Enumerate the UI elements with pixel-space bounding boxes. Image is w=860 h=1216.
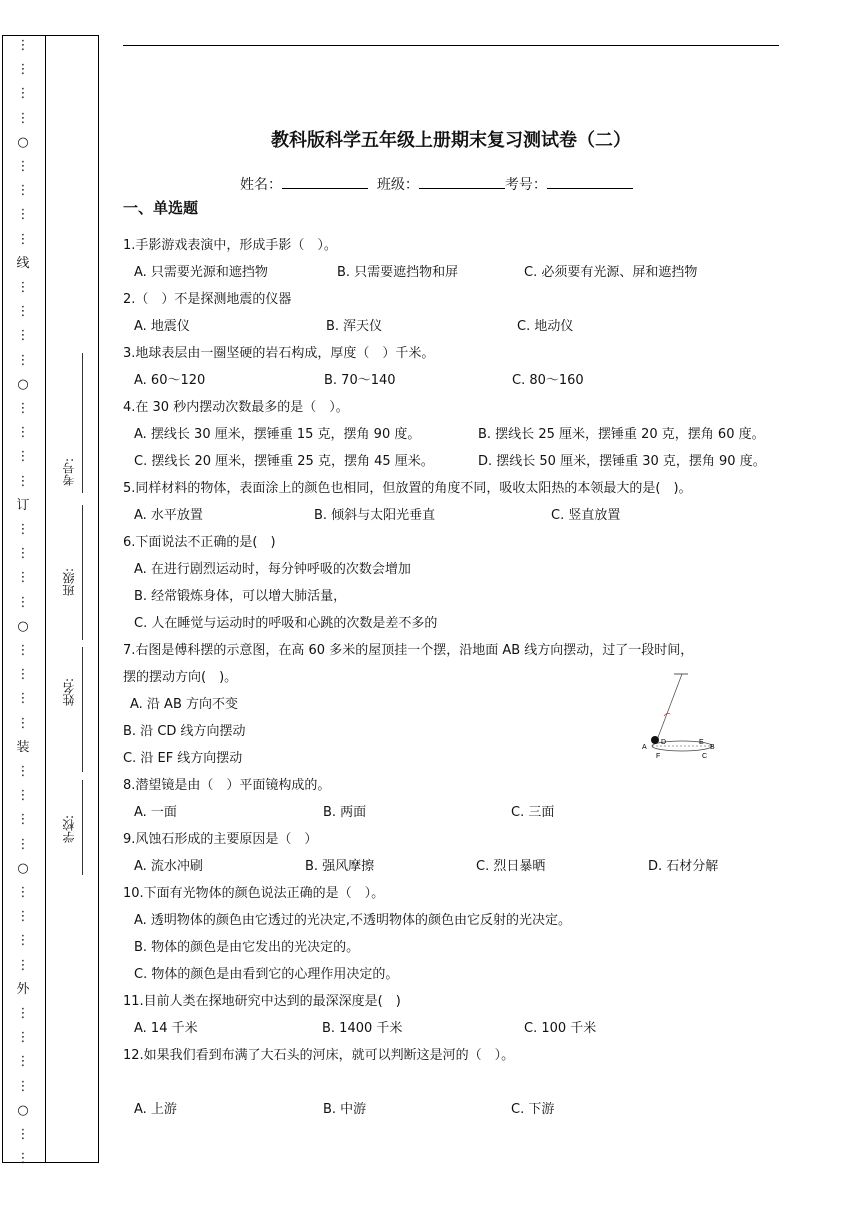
binding-dots: ⋮ bbox=[16, 62, 30, 78]
binding-dots: ⋮ bbox=[16, 401, 30, 416]
binding-dots: ⋮ bbox=[16, 86, 30, 102]
question-7-stem: 7.右图是傅科摆的示意图，在高 60 多米的屋顶挂一个摆，沿地面 AB 线方向摆动，过了一段时间， bbox=[123, 643, 694, 658]
question-2-option-a: A. 地震仪 bbox=[134, 319, 190, 334]
question-11-option-b: B. 1400 千米 bbox=[322, 1021, 403, 1036]
binding-dots: ⋮ bbox=[16, 885, 30, 900]
question-4-option-c: C. 摆线长 20 厘米，摆锤重 25 克，摆角 45 厘米。 bbox=[134, 454, 434, 469]
section-title: 一、单选题 bbox=[123, 199, 199, 217]
pendulum-bob bbox=[651, 736, 659, 744]
question-11-option-a: A. 14 千米 bbox=[134, 1021, 198, 1036]
question-4-option-a: A. 摆线长 30 厘米，摆锤重 15 克，摆角 90 度。 bbox=[134, 427, 421, 442]
binding-dots: ⋮ bbox=[16, 183, 30, 199]
binding-margin bbox=[2, 35, 97, 1167]
binding-dots: ⋮ bbox=[16, 546, 30, 562]
binding-dots: ⋮ bbox=[16, 304, 30, 320]
binding-dots: ⋮ bbox=[16, 788, 30, 804]
binding-dots: ⋮ bbox=[16, 207, 30, 223]
question-6-option-c: C. 人在睡觉与运动时的呼吸和心跳的次数是差不多的 bbox=[134, 616, 438, 631]
question-2-option-b: B. 浑天仪 bbox=[326, 319, 383, 334]
question-12-option-a: A. 上游 bbox=[134, 1102, 177, 1117]
foucault-pendulum-figure bbox=[640, 668, 720, 764]
class-label: 班级: bbox=[62, 568, 76, 597]
binding-dots: ⋮ bbox=[16, 957, 30, 973]
binding-circle: ○ bbox=[17, 618, 29, 634]
binding-dots: ⋮ bbox=[16, 570, 30, 586]
binding-margin-char: 订 bbox=[16, 497, 30, 513]
question-5-option-a: A. 水平放置 bbox=[134, 508, 203, 523]
binding-dots: ⋮ bbox=[16, 473, 30, 489]
binding-dots: ⋮ bbox=[16, 715, 30, 731]
question-12-stem: 12.如果我们看到布满了大石头的河床，就可以判断这是河的（ ）。 bbox=[123, 1048, 515, 1063]
question-9-option-c: C. 烈日暴晒 bbox=[476, 859, 546, 874]
binding-dots: ⋮ bbox=[16, 328, 30, 344]
binding-dots: ⋮ bbox=[16, 425, 30, 441]
name-label: 姓名: bbox=[62, 678, 76, 707]
number-field-label: 考号： bbox=[504, 177, 547, 193]
question-7-option-b: B. 沿 CD 线方向摆动 bbox=[123, 724, 246, 739]
question-1-option-a: A. 只需要光源和遮挡物 bbox=[134, 265, 268, 280]
question-1-option-b: B. 只需要遮挡物和屏 bbox=[337, 265, 459, 280]
binding-dots: ⋮ bbox=[16, 594, 30, 610]
binding-circle: ○ bbox=[17, 134, 29, 150]
class-field-blank[interactable] bbox=[419, 174, 505, 189]
question-6-option-a: A. 在进行剧烈运动时，每分钟呼吸的次数会增加 bbox=[134, 562, 411, 577]
header-rule bbox=[123, 45, 779, 46]
binding-dots: ⋮ bbox=[16, 449, 30, 465]
student-info-fields bbox=[240, 174, 633, 194]
figure-label-b: B bbox=[710, 744, 715, 751]
question-9-stem: 9.风蚀石形成的主要原因是（ ） bbox=[123, 832, 318, 847]
binding-circle: ○ bbox=[17, 376, 29, 392]
question-10-option-a: A. 透明物体的颜色由它透过的光决定,不透明物体的颜色由它反射的光决定。 bbox=[134, 913, 572, 928]
question-12-option-c: C. 下游 bbox=[511, 1102, 555, 1117]
question-4-stem: 4.在 30 秒内摆动次数最多的是（ ）。 bbox=[123, 400, 349, 415]
question-8-stem: 8.潜望镜是由（ ）平面镜构成的。 bbox=[123, 778, 331, 793]
binding-dots: ⋮ bbox=[16, 1151, 30, 1167]
binding-circle: ○ bbox=[17, 1102, 29, 1118]
question-4-option-b: B. 摆线长 25 厘米，摆锤重 20 克，摆角 60 度。 bbox=[478, 427, 765, 442]
name-field-blank[interactable] bbox=[282, 174, 368, 189]
name-line bbox=[82, 647, 84, 772]
binding-dots: ⋮ bbox=[16, 691, 30, 707]
question-12-option-b: B. 中游 bbox=[323, 1102, 367, 1117]
question-9-option-d: D. 石材分解 bbox=[648, 859, 719, 874]
binding-dots: ⋮ bbox=[16, 909, 30, 925]
question-6-option-b: B. 经常锻炼身体，可以增大肺活量， bbox=[134, 589, 347, 604]
question-4-option-d: D. 摆线长 50 厘米，摆锤重 30 克，摆角 90 度。 bbox=[478, 454, 766, 469]
question-8-option-a: A. 一面 bbox=[134, 805, 177, 820]
binding-dots: ⋮ bbox=[16, 1006, 30, 1021]
question-7-option-a: A. 沿 AB 方向不变 bbox=[130, 697, 239, 712]
binding-dots: ⋮ bbox=[16, 1127, 30, 1142]
binding-dots: ⋮ bbox=[16, 933, 30, 949]
question-1-option-c: C. 必须要有光源、屏和遮挡物 bbox=[524, 265, 698, 280]
question-3-option-b: B. 70～140 bbox=[324, 373, 396, 388]
binding-dots: ⋮ bbox=[16, 231, 30, 247]
question-3-option-a: A. 60～120 bbox=[134, 373, 206, 388]
binding-circle: ○ bbox=[17, 860, 29, 876]
question-5-option-b: B. 倾斜与太阳光垂直 bbox=[314, 508, 436, 523]
binding-dots: ⋮ bbox=[16, 1078, 30, 1094]
binding-margin-char: 线 bbox=[16, 255, 30, 271]
binding-inner-strip bbox=[45, 35, 99, 1163]
school-label: 学校: bbox=[62, 815, 76, 844]
binding-dots: ⋮ bbox=[16, 159, 30, 174]
question-5-option-c: C. 竖直放置 bbox=[551, 508, 621, 523]
question-6-stem: 6.下面说法不正确的是( ) bbox=[123, 535, 276, 550]
binding-dots: ⋮ bbox=[16, 1054, 30, 1070]
binding-margin-char: 外 bbox=[16, 981, 30, 997]
figure-label-a: A bbox=[642, 744, 647, 751]
binding-dots: ⋮ bbox=[16, 352, 30, 368]
number-field-blank[interactable] bbox=[547, 174, 633, 189]
binding-dots: ⋮ bbox=[16, 643, 30, 658]
question-8-option-c: C. 三面 bbox=[511, 805, 555, 820]
question-3-stem: 3.地球表层由一圈坚硬的岩石构成，厚度（ ）千米。 bbox=[123, 346, 435, 361]
question-1-stem: 1.手影游戏表演中，形成手影（ ）。 bbox=[123, 238, 337, 253]
exam-number-label: 考号: bbox=[62, 458, 76, 487]
figure-label-d: D bbox=[661, 739, 667, 746]
figure-label-e: E bbox=[699, 739, 704, 746]
question-9-option-b: B. 强风摩擦 bbox=[305, 859, 375, 874]
question-3-option-c: C. 80～160 bbox=[512, 373, 584, 388]
question-8-option-b: B. 两面 bbox=[323, 805, 367, 820]
binding-dotted-line bbox=[2, 35, 44, 1167]
question-7-option-c: C. 沿 EF 线方向摆动 bbox=[123, 751, 243, 766]
binding-dots: ⋮ bbox=[16, 764, 30, 779]
binding-dots: ⋮ bbox=[16, 280, 30, 295]
question-9-option-a: A. 流水冲刷 bbox=[134, 859, 203, 874]
question-2-option-c: C. 地动仪 bbox=[517, 319, 574, 334]
question-10-option-c: C. 物体的颜色是由看到它的心理作用决定的。 bbox=[134, 967, 399, 982]
figure-label-c: C bbox=[702, 753, 708, 760]
question-10-option-b: B. 物体的颜色是由它发出的光决定的。 bbox=[134, 940, 360, 955]
binding-dots: ⋮ bbox=[16, 38, 30, 53]
binding-dots: ⋮ bbox=[16, 667, 30, 683]
binding-margin-char: 装 bbox=[16, 739, 30, 755]
question-5-stem: 5.同样材料的物体，表面涂上的颜色也相同，但放置的角度不同，吸收太阳热的本领最大的是( )。 bbox=[123, 481, 692, 496]
school-line bbox=[82, 780, 84, 875]
name-field-label: 姓名： bbox=[240, 177, 282, 193]
class-field-label: 班级： bbox=[376, 177, 419, 193]
binding-dots: ⋮ bbox=[16, 110, 30, 126]
figure-label-f: F bbox=[656, 753, 661, 760]
question-2-stem: 2.（ ）不是探测地震的仪器 bbox=[123, 292, 292, 307]
question-11-stem: 11.目前人类在探地研究中达到的最深深度是( ) bbox=[123, 994, 401, 1009]
question-10-stem: 10.下面有光物体的颜色说法正确的是（ ）。 bbox=[123, 886, 385, 901]
question-7-stem-continued: 摆的摆动方向( )。 bbox=[123, 670, 238, 685]
binding-dots: ⋮ bbox=[16, 1030, 30, 1046]
exam-number-line bbox=[82, 353, 84, 493]
page-title: 教科版科学五年级上册期末复习测试卷（二） bbox=[271, 130, 631, 151]
binding-dots: ⋮ bbox=[16, 836, 30, 852]
binding-dots: ⋮ bbox=[16, 812, 30, 828]
class-line bbox=[82, 505, 84, 640]
binding-dots: ⋮ bbox=[16, 522, 30, 537]
question-11-option-c: C. 100 千米 bbox=[524, 1021, 597, 1036]
